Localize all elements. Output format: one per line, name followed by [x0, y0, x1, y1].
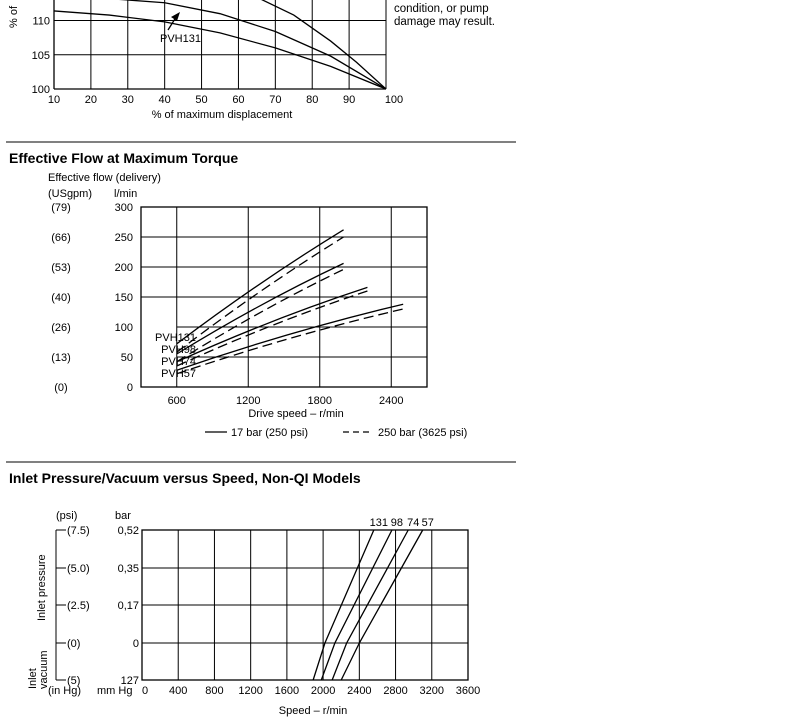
inlet-pressure-chart	[9, 470, 480, 717]
c2-ytick-lmin: 50	[120, 352, 133, 364]
c3-xtick-label: 3600	[455, 685, 481, 697]
c3-unit-mmhg: mm Hg	[97, 685, 133, 697]
c2-ytick-usgpm: (66)	[51, 232, 71, 244]
c3-ytick-bar: 127	[120, 675, 139, 687]
c2-series-label-pvh98: PVH98	[161, 344, 196, 356]
c2-unit-lmin: l/min	[114, 188, 138, 200]
c3-ylabel-pressure: Inlet pressure	[36, 554, 48, 621]
c2-legend-dashed-label: 250 bar (3625 psi)	[378, 427, 468, 439]
c2-ytick-lmin: 300	[114, 202, 133, 214]
c2-curves	[177, 230, 403, 374]
c3-ylabel-vacuum-2: vacuum	[38, 650, 50, 689]
c3-ytick-bar: 0	[132, 638, 139, 650]
c1-xtick-label: 40	[158, 94, 171, 106]
c1-xlabel: % of maximum displacement	[151, 109, 293, 121]
c3-xtick-label: 2400	[347, 685, 372, 697]
c1-ytick-label: 105	[31, 49, 50, 62]
c3-ytick-psi: (2.5)	[67, 600, 90, 612]
c2-ytick-lmin: 0	[126, 382, 133, 394]
c3-ytick-psi: (5.0)	[67, 563, 90, 575]
c3-xtick-label: 1200	[238, 685, 263, 697]
c3-xtick-label: 1600	[274, 685, 300, 697]
c1-note-line-1: condition, or pump	[394, 3, 489, 15]
c3-ytick-psi: (7.5)	[67, 525, 90, 537]
c2-series-labels	[155, 332, 196, 380]
c3-xlabel: Speed – r/min	[278, 705, 348, 717]
c1-y-ticks	[32, 16, 50, 96]
c3-title: Inlet Pressure/Vacuum versus Speed, Non-QI Models	[9, 470, 361, 486]
c2-xtick-label: 1800	[307, 395, 332, 407]
c1-series-line-2	[257, 0, 386, 89]
c1-xtick-label: 20	[84, 94, 98, 106]
c1-xtick-label: 60	[232, 94, 245, 106]
c3-unit-inhg: (in Hg)	[48, 685, 82, 697]
c3-xtick-label: 2800	[383, 685, 408, 697]
c2-ytick-lmin: 150	[114, 292, 133, 304]
c1-ytick-label: 100	[31, 84, 50, 96]
c3-unit-bar: bar	[115, 510, 131, 522]
c1-xtick-label: 70	[269, 94, 282, 106]
c1-xtick-label: 100	[384, 94, 404, 106]
displacement-chart	[8, 0, 495, 121]
c2-unit-usgpm: (USgpm)	[48, 188, 93, 200]
c3-ylabel-vacuum-1: Inlet	[27, 668, 39, 689]
c3-x-ticks	[142, 685, 480, 697]
c2-ytick-usgpm: (40)	[51, 292, 71, 304]
c3-xtick-label: 400	[169, 685, 188, 697]
c3-series-label-131: 131	[369, 517, 389, 529]
c3-xtick-label: 800	[205, 685, 224, 697]
c1-series-line-0	[54, 11, 386, 89]
c1-series-line-1	[54, 0, 386, 89]
c2-x-ticks	[168, 395, 404, 407]
c2-ytick-lmin: 250	[114, 232, 133, 244]
c3-ytick-bar: 0,52	[117, 525, 139, 537]
c2-legend	[205, 427, 467, 439]
c3-ytick-bar: 0,35	[117, 563, 139, 575]
c1-xtick-label: 30	[121, 94, 134, 106]
c1-x-ticks	[48, 94, 403, 106]
c3-unit-psi: (psi)	[56, 510, 78, 522]
c2-line-pvh98-solid	[177, 263, 344, 354]
c2-ytick-usgpm: (26)	[51, 322, 71, 334]
c3-series-labels	[370, 517, 434, 529]
c2-legend-solid-label: 17 bar (250 psi)	[231, 427, 309, 439]
c3-ytick-psi: (0)	[67, 638, 81, 650]
c1-ylabel: % of	[8, 5, 20, 28]
c2-ytick-usgpm: (79)	[51, 202, 71, 214]
c1-xtick-label: 50	[195, 94, 208, 106]
c3-grid	[142, 530, 468, 680]
c1-annotation-arrowhead	[171, 12, 180, 21]
c1-xtick-label: 80	[306, 94, 319, 106]
c2-ytick-usgpm: (13)	[51, 352, 71, 364]
c3-ytick-psi: (5)	[67, 675, 81, 687]
effective-flow-chart	[9, 150, 467, 439]
c1-note-line-2: damage may result.	[394, 16, 495, 28]
c2-xtick-label: 600	[167, 395, 186, 407]
c2-series-label-pvh131: PVH131	[155, 332, 196, 344]
c2-line-pvh74-dashed	[177, 291, 368, 366]
c2-xtick-label: 1200	[236, 395, 261, 407]
c2-ytick-lmin: 200	[114, 262, 133, 274]
c1-xtick-label: 10	[47, 94, 61, 106]
c2-xlabel: Drive speed – r/min	[248, 408, 344, 420]
c3-xtick-label: 3200	[419, 685, 445, 697]
c3-ytick-bar: 0,17	[117, 600, 139, 612]
c3-series-label-57: 57	[421, 517, 434, 529]
c2-series-label-pvh57: PVH57	[161, 368, 196, 380]
c1-xtick-label: 90	[342, 94, 356, 106]
c3-xtick-label: 0	[141, 685, 149, 697]
c3-series-label-98: 98	[390, 517, 404, 529]
c2-y-ticks	[51, 202, 133, 394]
c1-ytick-label: 110	[32, 15, 50, 28]
c3-y-ticks	[56, 525, 139, 687]
c2-ytick-usgpm: (0)	[54, 382, 68, 394]
c2-ytick-usgpm: (53)	[51, 262, 71, 274]
c1-curves	[54, 0, 386, 89]
c1-annotation-pvh131: PVH131	[160, 33, 201, 45]
c2-line-pvh131-dashed	[177, 237, 344, 352]
c2-series-label-pvh74: PVH74	[161, 356, 196, 368]
c2-ytick-lmin: 100	[114, 322, 133, 334]
c3-xtick-label: 2000	[310, 685, 336, 697]
c2-title: Effective Flow at Maximum Torque	[9, 150, 239, 166]
c2-xtick-label: 2400	[379, 395, 404, 407]
c2-ylabel: Effective flow (delivery)	[48, 172, 161, 184]
c3-series-label-74: 74	[407, 517, 420, 529]
